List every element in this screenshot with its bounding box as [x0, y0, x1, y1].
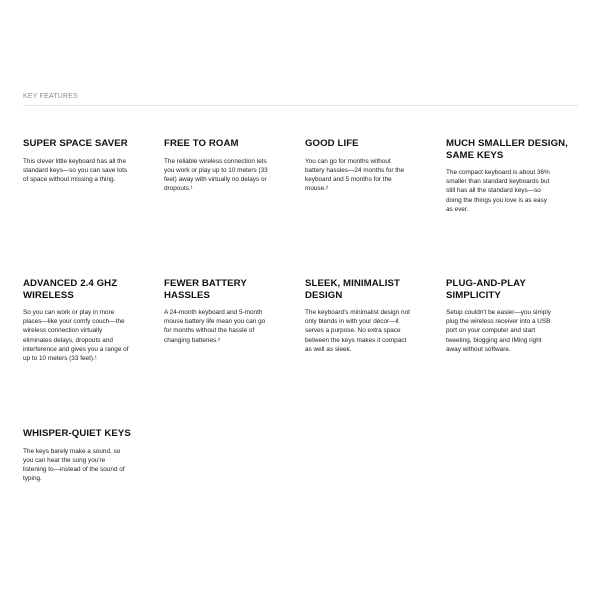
feature-plug-and-play — [446, 278, 583, 428]
feature-advanced-wireless — [23, 278, 164, 428]
feature-description: A 24-month keyboard and 5-month mouse battery life mean you can go for months without the hassle of changing batteries.² — [164, 309, 266, 344]
feature-description: Setup couldn't be easier—you simply plug the wireless receiver into a USB port on your computer and start tweeting, blogging and IMing right away without software. — [446, 309, 551, 353]
feature-whisper-quiet-keys — [23, 428, 164, 578]
feature-title: FREE TO ROAM — [164, 138, 239, 149]
feature-title: FEWER BATTERY HASSLES — [164, 278, 247, 301]
feature-fewer-battery-hassles — [164, 278, 305, 428]
feature-sleek-design — [305, 278, 446, 428]
feature-title: GOOD LIFE — [305, 138, 359, 149]
feature-super-space-saver — [23, 138, 164, 278]
feature-description: The reliable wireless connection lets you work or play up to 10 meters (33 feet) away with virtually no delays or dropouts.¹ — [164, 157, 268, 193]
feature-smaller-design — [446, 138, 583, 278]
feature-description: This clever little keyboard has all the standard keys—so you can save lots of space without missing a thing. — [23, 157, 128, 183]
feature-description: You can go for months without battery hassles—24 months for the keyboard and 5 months for the mouse.² — [305, 157, 405, 193]
feature-description: So you can work or play in more places—like your comfy couch—the wireless connection virtually eliminates delays, dropouts and interference and gives you a range of up to 10 meters (33 feet).¹ — [23, 309, 129, 363]
header-divider — [23, 105, 578, 106]
feature-free-to-roam — [164, 138, 305, 278]
feature-good-life — [305, 138, 446, 278]
feature-title: ADVANCED 2.4 GHZ WIRELESS — [23, 278, 118, 301]
feature-description: The keyboard's minimalist design not only blends in with your décor—it serves a purpose. No extra space between the keys makes it compact as well as sleek. — [305, 309, 410, 353]
feature-title: SLEEK, MINIMALIST DESIGN — [305, 278, 400, 301]
feature-title: SUPER SPACE SAVER — [23, 138, 128, 149]
feature-description: The keys barely make a sound, so you can hear the song you're listening to—instead of the sound of typing. — [23, 447, 125, 483]
features-grid — [23, 138, 583, 578]
section-label: KEY FEATURES — [23, 93, 79, 100]
feature-title: MUCH SMALLER DESIGN, SAME KEYS — [446, 138, 568, 161]
feature-title: PLUG-AND-PLAY SIMPLICITY — [446, 278, 526, 301]
feature-description: The compact keyboard is about 36% smaller than standard keyboards but still has all the standard keys—so doing the things you love is as easy as ever. — [446, 169, 550, 213]
feature-title: WHISPER-QUIET KEYS — [23, 428, 131, 439]
